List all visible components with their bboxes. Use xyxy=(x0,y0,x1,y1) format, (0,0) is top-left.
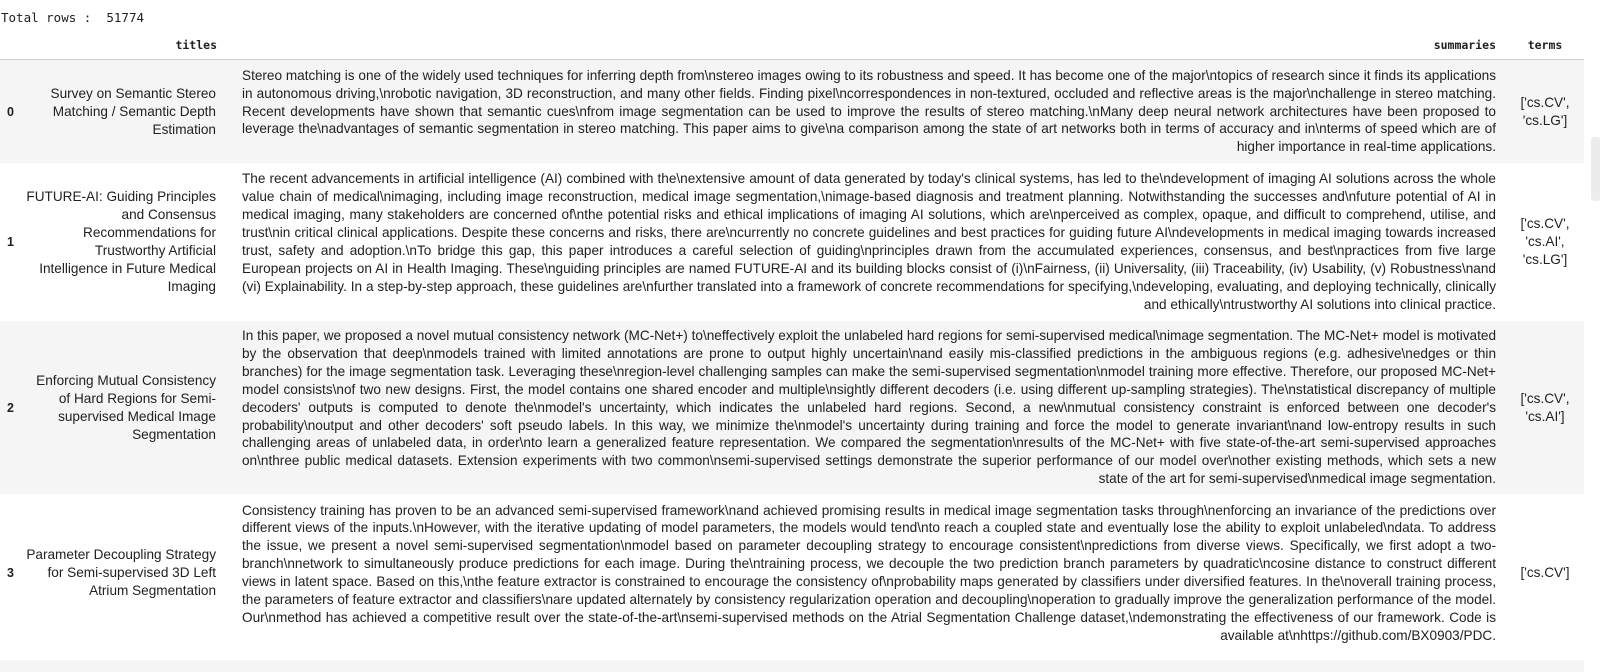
index-header xyxy=(0,31,26,60)
terms-cell: ['cs.CV', 'cs.AI'] xyxy=(1520,390,1570,424)
table-row xyxy=(0,164,1584,321)
row-index: 3 xyxy=(7,566,14,581)
summary-cell: The recent advancements in artificial intelligence (AI) combined with the\nextensive amount of data generated by today's clinical systems, has led to the\ndevelopment of imaging AI solutions across the whole value chain of medical\nimaging, including image reconstruction, medical image segmentation,\nimage-based diagnosis and treatment planning. Notwithstanding the successes and\nfuture potential of AI in medical imaging, many stakeholders are concerned of\nthe potential risks and ethical implications of imaging AI solutions, which are\nperceived as complex, opaque, and difficult to comprehend, utilise, and trust\nin critical clinical applications. Despite these concerns and risks, there are\ncurrently no concrete guidelines and best practices for guiding future AI\ndevelopments in medical imaging towards increased trust, safety and adoption.\nTo bridge this gap, this paper introduces a careful selection of guiding\nprinciples drawn from the accumulated experiences, consensus, and best\npractices from five large European projects on AI in Health Imaging. These\nguiding principles are named FUTURE-AI and its building blocks consist of (i)\nFairness, (ii) Universality, (iii) Traceability, (iv) Usability, (v) Robustness\nand (vi) Explainability. In a step-by-step approach, these guidelines are\nfurther translated into a framework of concrete recommendations for specifying,\ndeveloping, evaluating, and deploying technically, clinically and ethically\ntrustworthy AI solutions into clinical practice. xyxy=(242,171,1496,312)
table-row xyxy=(0,495,1584,652)
row-index: 0 xyxy=(7,104,14,119)
title-cell: Parameter Decoupling Strategy for Semi-supervised 3D Left Atrium Segmentation xyxy=(26,547,216,599)
row-index: 2 xyxy=(7,400,14,415)
total-rows-value: 51774 xyxy=(106,10,145,25)
column-header-titles: titles xyxy=(26,31,228,60)
title-cell: Enforcing Mutual Consistency of Hard Regions for Semi-supervised Medical Image Segmentation xyxy=(36,372,216,442)
header-row xyxy=(0,31,1584,60)
table-row xyxy=(0,321,1584,495)
dataframe-table xyxy=(0,31,1584,652)
next-row-partial xyxy=(0,660,1584,672)
title-cell: FUTURE-AI: Guiding Principles and Consensus Recommendations for Trustworthy Artificial Intelligence in Future Medical Imaging xyxy=(26,189,216,294)
total-rows-output xyxy=(1,10,144,26)
row-index: 1 xyxy=(7,235,14,249)
column-header-terms: terms xyxy=(1506,31,1584,60)
terms-cell: ['cs.CV', 'cs.LG'] xyxy=(1520,94,1570,128)
terms-cell: ['cs.CV'] xyxy=(1520,565,1570,581)
total-rows-label: Total rows : xyxy=(1,10,92,25)
table-row xyxy=(0,60,1584,164)
scrollbar-thumb[interactable] xyxy=(1591,137,1600,201)
summary-cell: Stereo matching is one of the widely used techniques for inferring depth from\nstereo images owing to its robustness and speed. It has become one of the major\ntopics of research since it finds its applications in autonomous driving,\nrobotic navigation, 3D reconstruction, and many other fields. Finding pixel\ncorrespondences in non-textured, occluded and reflective areas is the major\nchallenge in stereo matching. Recent developments have shown that semantic cues\nfrom image segmentation can be used to improve the results of stereo matching.\nMany deep neural network architectures have been proposed to leverage the\nadvantages of semantic segmentation in stereo matching. This paper aims to give\na comparison among the state of art networks both in terms of accuracy and in\nterms of speed which are of higher importance in real-time applications. xyxy=(242,67,1496,155)
terms-cell: ['cs.CV', 'cs.AI', 'cs.LG'] xyxy=(1520,216,1570,267)
summary-cell: Consistency training has proven to be an advanced semi-supervised framework\nand achieved promising results in medical image segmentation tasks through\nenforcing an invariance of the predictions over different views of the inputs.\nHowever, with the iterative updating of model parameters, the models would tend\nto reach a coupled state and eventually lose the ability to exploit unlabeled\ndata. To address the issue, we present a novel semi-supervised segmentation\nmodel based on parameter decoupling strategy to encourage consistent\npredictions from diverse views. Specifically, we first adopt a two-branch\nnetwork to simultaneously produce predictions for each image. During the\ntraining process, we decouple the two prediction branch parameters by quadratic\ncosine distance to construct different views in latent space. Based on this,\nthe feature extractor is constrained to encourage the consistency of\nprobability maps generated by classifiers under diversified features. In the\noverall training process, the parameters of feature extractor and classifiers\nare updated alternately by consistency regularization operation and decoupling\noperation to gradually improve the generalization performance of the model. Our\nmethod has achieved a competitive result over the state-of-the-art\nsemi-supervised methods on the Atrial Segmentation Challenge dataset,\ndemonstrating the effectiveness of our framework. Code is available at\nhttps://github.com/BX0903/PDC. xyxy=(242,502,1496,643)
title-cell: Survey on Semantic Stereo Matching / Semantic Depth Estimation xyxy=(50,85,216,137)
dataframe-table-container[interactable] xyxy=(0,31,1584,652)
column-header-summaries: summaries xyxy=(228,31,1506,60)
summary-cell: In this paper, we proposed a novel mutual consistency network (MC-Net+) to\neffectively exploit the unlabeled hard regions for semi-supervised medical\nimage segmentation. The MC-Net+ model is motivated by the observation that deep\nmodels trained with limited annotations are prone to output highly uncertain\nand easily mis-classified predictions in the ambiguous regions (e.g. adhesive\nedges or thin branches) for the image segmentation task. Leveraging these\nregion-level challenging samples can make the semi-supervised segmentation\nmodel training more effective. Therefore, our proposed MC-Net+ model consists\nof two new designs. First, the model contains one shared encoder and multiple\nsightly different decoders (i.e. using different up-sampling strategies). The\nstatistical discrepancy of multiple decoders' outputs is computed to denote the\nmodel's uncertainty, which indicates the unlabeled hard regions. Second, a new\nmutual consistency constraint is enforced between one decoder's probability\noutput and other decoders' soft pseudo labels. In this way, we minimize the\nmodel's uncertainty during training and force the model to generate invariant\nand low-entropy results in such challenging areas of unlabeled data, in order\nto learn a generalized feature representation. We compared the segmentation\nresults of the MC-Net+ with five state-of-the-art semi-supervised approaches on\nthree public medical datasets. Extension experiments with two common\nsemi-supervised settings demonstrate the superior performance of our model over\nother existing methods, which sets a new state of the art for semi-supervised\nmedical image segmentation. xyxy=(242,328,1496,487)
